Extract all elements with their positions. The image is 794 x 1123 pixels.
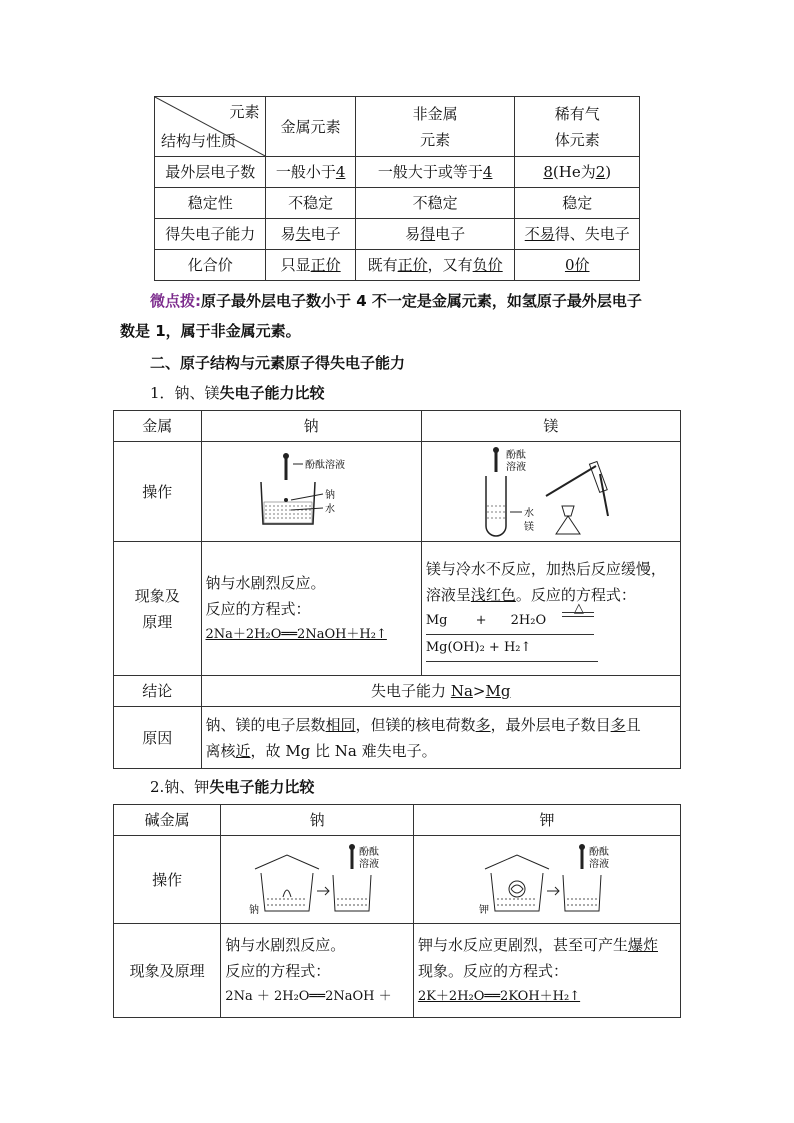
label-indicator-1: 酚酞	[588, 846, 609, 858]
element-properties-table	[154, 96, 640, 281]
na-equation: 2Na＋2H₂O══2NaOH＋H₂↑	[205, 626, 387, 642]
cell: 不易得、失电子	[515, 219, 640, 250]
cell: 不稳定	[355, 188, 515, 219]
row-label-phenomenon: 现象及 原理	[114, 542, 202, 676]
row-label-operation: 操作	[114, 442, 202, 542]
tip-text-1: 原子最外层电子数小于 4 不一定是金属元素，如氢原子最外层电子	[201, 292, 642, 310]
row-label-operation: 操作	[114, 836, 221, 924]
row-label-conclusion: 结论	[114, 676, 202, 707]
na-apparatus-figure	[201, 442, 421, 542]
table-row	[155, 219, 640, 250]
na-k-comparison-table	[113, 804, 681, 1018]
tip-line2: 数是 1，属于非金属元素。	[120, 322, 301, 340]
label-indicator: 酚酞溶液	[305, 459, 346, 471]
na-water-figure	[221, 836, 414, 924]
section-title: 二、原子结构与元素原子得失电子能力	[150, 354, 406, 372]
col-noble-line2: 体元素	[554, 130, 600, 149]
header-structure: 结构与性质	[161, 132, 237, 150]
cell: 一般小于4	[266, 157, 355, 188]
cell: 0价	[515, 250, 640, 281]
k-beaker-icon	[477, 843, 617, 917]
label-mg: 镁	[523, 521, 534, 533]
beaker-dropper-icon	[251, 452, 371, 532]
na-equation: 2Na ＋ 2H₂O══2NaOH ＋	[225, 988, 392, 1004]
label-indicator-1: 酚酞	[359, 846, 380, 858]
k-water-figure	[413, 836, 680, 924]
mg-equation-line1: Mg + 2H₂O △	[426, 608, 594, 635]
tip-line1	[150, 290, 642, 311]
cell: 既有正价，又有负价	[355, 250, 515, 281]
header-element: 元素	[229, 103, 260, 121]
reason-cell: 钠、镁的电子层数相同，但镁的核电荷数多，最外层电子数目多且 离核近，故 Mg 比 Na 难失电子。	[201, 707, 680, 769]
row-label: 最外层电子数	[155, 157, 266, 188]
test-tube-heating-icon	[476, 446, 626, 538]
cell: 易失电子	[266, 219, 355, 250]
row-label-reason: 原因	[114, 707, 202, 769]
row-label: 化合价	[155, 250, 266, 281]
mg-apparatus-figure	[421, 442, 680, 542]
label-indicator-2: 溶液	[359, 858, 380, 870]
k-phenomenon-cell: 钾与水反应更剧烈，甚至可产生爆炸 现象。反应的方程式： 2K＋2H₂O══2KOH＋H₂↑	[413, 924, 680, 1018]
na-phenomenon-cell: 钠与水剧烈反应。 反应的方程式： 2Na＋2H₂O══2NaOH＋H₂↑	[201, 542, 421, 676]
cell: 一般大于或等于4	[355, 157, 515, 188]
tip-label: 微点拨:	[150, 292, 201, 310]
cell: 只显正价	[266, 250, 355, 281]
label-k: 钾	[478, 904, 489, 916]
cell: 8(He为2)	[515, 157, 640, 188]
label-indicator-1: 酚酞	[505, 449, 526, 461]
col-noble	[515, 97, 640, 157]
col-metal: 金属元素	[266, 97, 355, 157]
label-indicator-2: 溶液	[588, 858, 609, 870]
label-na: 钠	[325, 489, 336, 501]
k-equation: 2K＋2H₂O══2KOH＋H₂↑	[417, 988, 581, 1004]
mg-phenomenon-cell: 镁与冷水不反应，加热后反应缓慢， 溶液呈浅红色。反应的方程式： Mg + 2H₂O △ Mg(OH)₂ + H₂↑	[421, 542, 680, 676]
header-k: 钾	[413, 805, 680, 836]
cell: 稳定	[515, 188, 640, 219]
label-water: 水	[325, 503, 336, 515]
label-water: 水	[523, 507, 534, 519]
col-nonmetal-line1: 非金属	[412, 104, 458, 123]
row-label: 稳定性	[155, 188, 266, 219]
header-metal: 金属	[114, 411, 202, 442]
row-label: 得失电子能力	[155, 219, 266, 250]
row-label-phenomenon: 现象及原理	[114, 924, 221, 1018]
diagonal-header-cell	[155, 97, 266, 157]
label-indicator-2: 溶液	[505, 461, 526, 473]
na-mg-comparison-table	[113, 410, 681, 769]
subsection-title-1: 1．钠、镁失电子能力比较	[150, 384, 325, 402]
mg-equation-line2: Mg(OH)₂ + H₂↑	[426, 635, 598, 662]
subsection-title-2: 2.钠、钾失电子能力比较	[150, 778, 315, 796]
header-na: 钠	[201, 411, 421, 442]
col-nonmetal-line2: 元素	[420, 130, 451, 149]
table-row	[155, 188, 640, 219]
header-alkali-metal: 碱金属	[114, 805, 221, 836]
table-row	[155, 157, 640, 188]
header-na: 钠	[221, 805, 414, 836]
cell: 易得电子	[355, 219, 515, 250]
label-na: 钠	[249, 904, 260, 916]
table-row	[155, 250, 640, 281]
col-nonmetal	[355, 97, 515, 157]
col-noble-line1: 稀有气	[554, 104, 600, 123]
na-beaker-icon	[247, 843, 387, 917]
header-mg: 镁	[421, 411, 680, 442]
cell: 不稳定	[266, 188, 355, 219]
conclusion-cell: 失电子能力 Na>Mg	[201, 676, 680, 707]
na-phenomenon-cell: 钠与水剧烈反应。 反应的方程式： 2Na ＋ 2H₂O══2NaOH ＋	[221, 924, 414, 1018]
